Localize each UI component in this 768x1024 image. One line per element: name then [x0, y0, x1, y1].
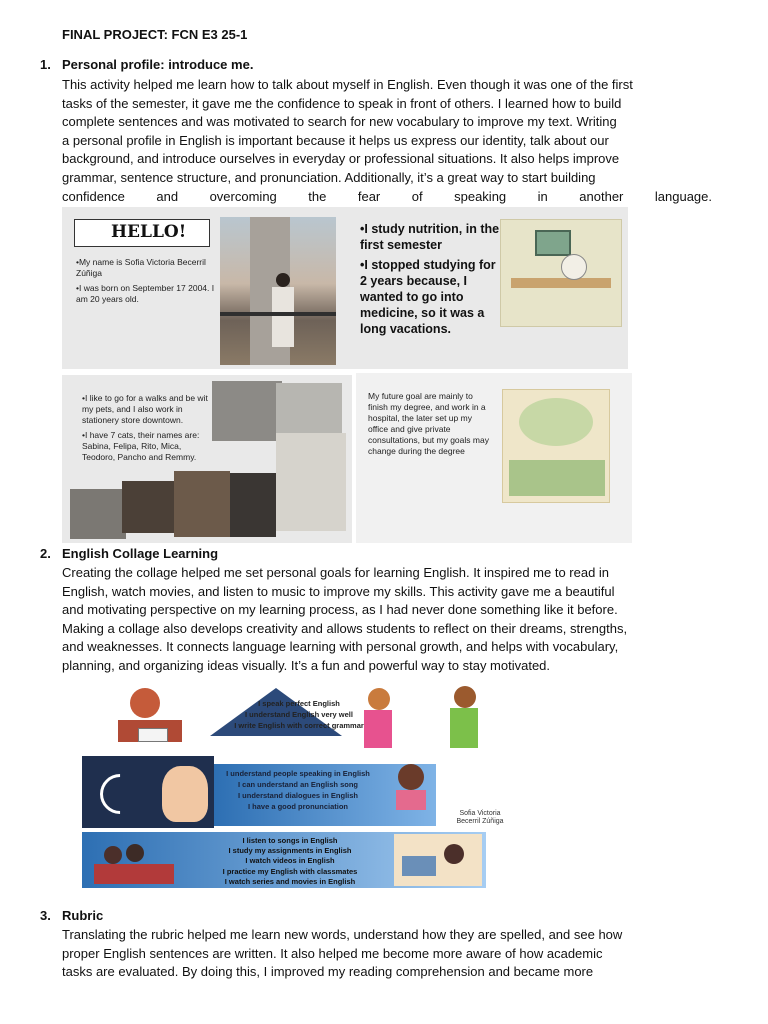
slide-study	[352, 207, 628, 369]
habits-line: I watch videos in English	[245, 856, 335, 866]
habits-line: I listen to songs in English	[242, 836, 338, 845]
text-line: and weaknesses. It connects language learning with personal growth, and helps with vocabulary,	[62, 639, 619, 655]
nutrition-illustration	[502, 389, 610, 503]
author-line: Sofia Victoria	[459, 810, 501, 817]
text-line: Making a collage also develops creativity and allows students to reflect on their dreams, strengths,	[62, 620, 628, 636]
intro-bullet: •I was born on September 17 2004. I am 20 years old.	[76, 283, 215, 304]
laptop-study-illustration	[394, 834, 482, 886]
section-1-paragraph	[62, 76, 712, 206]
text-line: This activity helped me learn how to talk about myself in English. Even though it was one of the first	[62, 77, 633, 92]
section-3-number: 3.	[40, 908, 51, 923]
girl-headphones-illustration	[388, 760, 434, 812]
pyramid-line: I understand English very well	[245, 710, 353, 719]
author-line: Becerril Zúñiga	[456, 818, 504, 825]
author-caption	[440, 810, 520, 826]
slide-hello	[62, 207, 352, 369]
cat-photo	[122, 481, 178, 533]
intro-text	[76, 257, 216, 305]
english-collage	[70, 680, 520, 892]
text-line: planning, and organizing ideas visually. It’s a fun and powerful way to stay motivated.	[62, 657, 551, 673]
study-text	[360, 221, 500, 337]
portrait-photo	[220, 217, 336, 365]
section-2-title: English Collage Learning	[62, 546, 219, 561]
cat-photo	[276, 433, 346, 531]
study-bullet: •I stopped studying for 2 years because, I wanted to go into medicine, so it was a long vacations.	[360, 258, 496, 336]
section-2-paragraph	[62, 564, 712, 676]
listening-illustration	[82, 756, 214, 828]
section-3-heading	[40, 908, 103, 923]
text-line: a personal profile in English is important because it helps us express our identity, talk about our	[62, 132, 609, 148]
habits-line: I watch series and movies in English	[224, 876, 356, 886]
student-writing-illustration	[114, 684, 186, 746]
pets-bullet: •I have 7 cats, their names are: Sabina, Felipa, Rito, Mica, Teodoro, Pancho and Remmy.	[82, 430, 200, 462]
cat-photo	[174, 471, 230, 537]
section-2-heading	[40, 546, 218, 561]
listening-line: I have a good pronunciation	[247, 802, 348, 811]
study-bullet: •I study nutrition, in the first semester	[360, 222, 500, 252]
cat-photo	[276, 383, 342, 435]
habits-line: I study my assignments in English	[228, 846, 352, 856]
desk-illustration	[500, 219, 622, 327]
intro-bullet: •My name is Sofia Victoria Becerril Zúñiga	[76, 257, 206, 278]
document-title: FINAL PROJECT: FCN E3 25-1	[62, 27, 248, 42]
habits-line: I practice my English with classmates	[222, 866, 358, 876]
section-1-number: 1.	[40, 57, 51, 72]
text-line: tasks are evaluated. By doing this, I improved my reading comprehension and became more	[62, 964, 594, 980]
movie-watchers-illustration	[90, 830, 182, 888]
section-1-title: Personal profile: introduce me.	[62, 57, 254, 72]
section-2-number: 2.	[40, 546, 51, 561]
children-talking-illustration	[358, 684, 498, 750]
text-line: confidence and overcoming the fear of speaking in another language.	[62, 188, 712, 204]
text-line: English, watch movies, and listen to music to improve my skills. This activity gave me a beautiful	[62, 583, 615, 599]
text-line: Creating the collage helped me set personal goals for learning English. It inspired me to read in	[62, 565, 610, 580]
cat-photo	[212, 381, 282, 441]
text-line: and motivating perspective on my learning process, as I had never done something like it before.	[62, 602, 618, 618]
text-line: grammar, sentence structure, and pronunciation. Additionally, it’s a great way to start building	[62, 169, 596, 185]
pets-bullet: •I like to go for a walks and be wit my pets, and I also work in stationery store downtown.	[82, 393, 208, 425]
text-line: Translating the rubric helped me learn new words, understand how they are spelled, and see how	[62, 927, 623, 942]
slide-goals	[356, 373, 632, 543]
text-line: proper English sentences are written. It also helped me become more aware of how academic	[62, 945, 603, 961]
listening-line: I understand people speaking in English	[226, 769, 370, 778]
section-1-heading	[40, 57, 253, 72]
cat-photo	[70, 489, 126, 539]
listening-text	[218, 768, 378, 812]
habits-text	[190, 836, 390, 887]
hello-banner: HELLO!	[74, 219, 210, 247]
cat-photo	[230, 473, 276, 537]
text-line: tasks of the semester, it gave me the confidence to speak in front of others. I learned how to build	[62, 95, 622, 111]
text-line: background, and introduce ourselves in everyday or professional situations. It also helps improve	[62, 151, 620, 167]
pyramid-line: I speak perfect English	[258, 699, 340, 708]
section-3-title: Rubric	[62, 908, 104, 923]
pets-text	[82, 393, 212, 463]
section-3-paragraph	[62, 926, 712, 982]
listening-line: I understand dialogues in English	[237, 791, 358, 800]
pyramid-line: I write English with correct grammar	[234, 721, 364, 730]
listening-line: I can understand an English song	[237, 780, 358, 789]
slide-pets	[62, 375, 352, 543]
text-line: complete sentences and was motivated to search for new vocabulary to improve my text. Writing	[62, 114, 617, 130]
goal-text: My future goal are mainly to finish my degree, and work in a hospital, the later set up my office and give private consultations, but my goals may change during the degree	[368, 391, 489, 456]
